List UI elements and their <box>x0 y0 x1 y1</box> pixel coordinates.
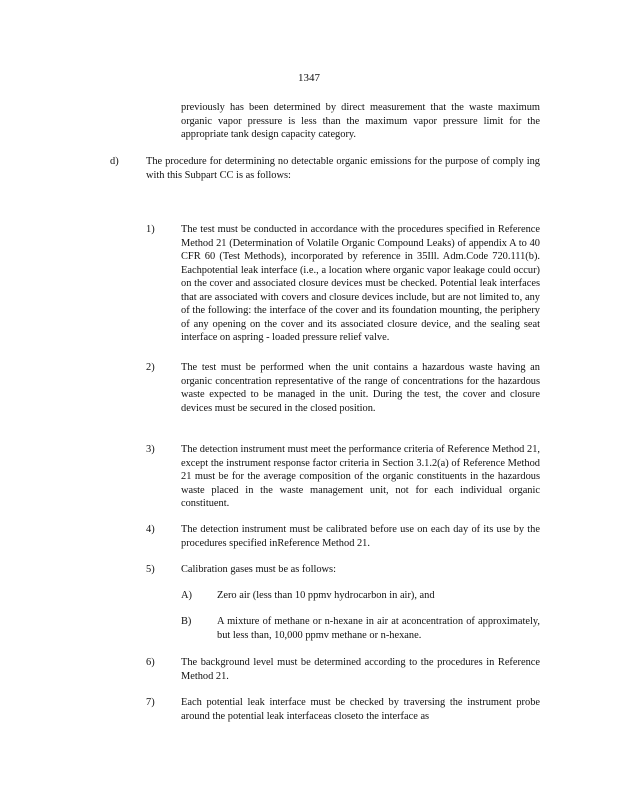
item-7-text: Each potential leak interface must be checked by traversing the instrument probe around the potential leak interfaceas closeto the interface as <box>181 697 540 722</box>
item-5-text: Calibration gases must be as follows: <box>181 564 336 575</box>
item-2-label: 2) <box>146 362 155 373</box>
item-5-label: 5) <box>146 564 155 575</box>
page-number: 1347 <box>298 72 320 84</box>
item-4-label: 4) <box>146 524 155 535</box>
section-d-label: d) <box>110 156 119 167</box>
item-3-text: The detection instrument must meet the performance criteria of Reference Method 21, except the instrument response factor criteria in Section 3.1.2(a) of Reference Method 21 must be for the average composition of the organic constituents in the hazardous waste placed in the waste management unit, not for each individual organic constituent. <box>181 444 540 509</box>
section-d-text: The procedure for determining no detectable organic emissions for the purpose of comply ing with this Subpart CC is as follows: <box>146 156 540 181</box>
item-7-label: 7) <box>146 697 155 708</box>
item-1-text: The test must be conducted in accordance with the procedures specified in Reference Method 21 (Determination of Volatile Organic Compound Leaks) of appendix A to 40 CFR 60 (Test Methods), incorporated by reference in 35Ill. Adm.Code 720.111(b). Eachpotential leak interface (i.e., a location where organic vapor leakage could occur) on the cover and associated closure devices must be checked. Potential leak interfaces that are associated with covers and closure devices include, but are not limited to, any of the following: the interface of the cover and its foundation mounting, the periphery of any opening on the cover and its associated closure device, and the sealing seat interface on aspring - loaded pressure relief valve. <box>181 224 540 343</box>
subitem-a-text: Zero air (less than 10 ppmv hydrocarbon in air), and <box>217 590 435 601</box>
subitem-b-label: B) <box>181 616 192 627</box>
item-6-text: The background level must be determined according to the procedures in Reference Method 21. <box>181 657 540 682</box>
intro-continuation: previously has been determined by direct measurement that the waste maximum organic vapor pressure is less than the maximum vapor pressure limit for the appropriate tank design capacity category. <box>181 102 540 140</box>
item-1-label: 1) <box>146 224 155 235</box>
item-4-text: The detection instrument must be calibrated before use on each day of its use by the procedures specified inReference Method 21. <box>181 524 540 549</box>
subitem-a-label: A) <box>181 590 192 601</box>
subitem-b-text: A mixture of methane or n-hexane in air at aconcentration of approximately, but less than, 10,000 ppmv methane or n-hexane. <box>217 616 540 641</box>
item-6-label: 6) <box>146 657 155 668</box>
item-3-label: 3) <box>146 444 155 455</box>
item-2-text: The test must be performed when the unit contains a hazardous waste having an organic concentration representative of the range of concentrations for the hazardous waste expected to be managed in the unit. During the test, the cover and closure devices must be secured in the closed position. <box>181 362 540 414</box>
